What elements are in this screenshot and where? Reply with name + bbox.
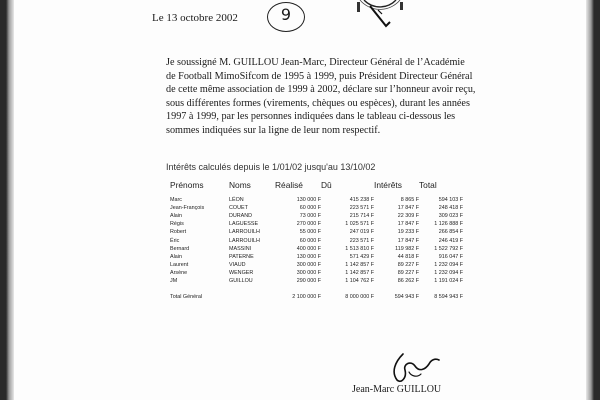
paragraph-line: de cette même association de 1999 à 2002, déclare sur l’honneur avoir reçu, — [166, 84, 476, 96]
header-prenoms: Prénoms — [170, 180, 204, 190]
signatory-name: Jean-Marc GUILLOU — [352, 384, 442, 395]
cell-nom: LARROUILH — [229, 237, 260, 244]
paragraph-line: de Football MimoSifcom de 1995 à 1999, puis Président Directeur Général — [166, 70, 473, 82]
cell-prenom: Alain — [170, 213, 182, 220]
declaration-paragraph — [166, 56, 476, 138]
cell-interets: 89 227 F — [397, 261, 419, 268]
cell-total: 1 522 792 F — [434, 245, 463, 252]
cell-interets: 8 865 F — [400, 197, 419, 204]
header-du: Dû — [321, 180, 332, 190]
cell-realise: 55 000 F — [299, 229, 321, 236]
cell-du: 1 142 857 F — [345, 269, 374, 276]
cell-total: 594 103 F — [438, 197, 463, 204]
cell-total: 1 232 094 F — [434, 261, 463, 268]
cell-nom: LÉON — [229, 197, 244, 204]
cell-nom: COUET — [229, 205, 248, 212]
cell-du: 571 429 F — [349, 253, 374, 260]
cell-nom: MASSINI — [229, 245, 252, 252]
official-stamp-icon — [356, 0, 404, 44]
cell-du: 247 019 F — [349, 229, 374, 236]
cell-nom: LAGUESSE — [229, 221, 259, 228]
table-header-row — [170, 180, 463, 196]
paragraph-line: 1997 à 1999, par les personnes indiquées dans le tableau ci-dessous les — [166, 111, 456, 123]
cell-realise: 300 000 F — [296, 261, 321, 268]
cell-interets: 17 847 F — [397, 237, 419, 244]
cell-interets: 17 847 F — [397, 221, 419, 228]
cell-du: 1 513 810 F — [345, 245, 374, 252]
total-cell-nom — [229, 285, 275, 300]
cell-total: 246 419 F — [438, 237, 463, 244]
cell-realise: 130 000 F — [296, 197, 321, 204]
payments-table — [170, 180, 463, 300]
cell-du: 1 142 857 F — [345, 261, 374, 268]
table-total-row — [170, 285, 463, 300]
cell-du: 215 714 F — [349, 213, 374, 220]
cell-interets: 19 233 F — [397, 229, 419, 236]
cell-interets: 89 227 F — [397, 269, 419, 276]
cell-nom: VIAUD — [229, 261, 246, 268]
cell-nom: LARROUILH — [229, 229, 260, 236]
cell-prenom: Alain — [170, 253, 182, 260]
table-row — [170, 236, 463, 244]
cell-du: 223 571 F — [349, 237, 374, 244]
table-row — [170, 212, 463, 220]
cell-prenom: Laurent — [170, 261, 189, 268]
table-row — [170, 228, 463, 236]
total-cell-realise: 2 100 000 F — [292, 294, 321, 301]
cell-realise: 270 000 F — [296, 221, 321, 228]
cell-nom: WENGER — [229, 269, 254, 276]
table-row — [170, 204, 463, 212]
table-row — [170, 245, 463, 253]
cell-prenom: Arsène — [170, 269, 188, 276]
header-interets: Intérêts — [374, 180, 402, 190]
header-noms: Noms — [229, 180, 251, 190]
cell-prenom: Bernard — [170, 245, 190, 252]
cell-realise: 60 000 F — [299, 205, 321, 212]
cell-nom: DURAND — [229, 213, 253, 220]
header-total: Total — [419, 180, 437, 190]
paragraph-line: sous différentes formes (virements, chèques ou espèces), durant les années — [166, 97, 470, 109]
total-cell-prenom: Total Général — [170, 294, 203, 301]
document-date: Le 13 octobre 2002 — [152, 12, 238, 24]
cell-interets: 119 982 F — [395, 245, 419, 252]
cell-total: 266 854 F — [438, 229, 463, 236]
cell-du: 1 104 762 F — [345, 277, 374, 284]
cell-prenom: Marc — [170, 197, 182, 204]
cell-prenom: Jean-François — [170, 205, 205, 212]
cell-du: 1 025 571 F — [345, 221, 374, 228]
table-row — [170, 269, 463, 277]
cell-prenom: Régis — [170, 221, 184, 228]
page-number: 9 — [280, 5, 292, 24]
cell-interets: 44 818 F — [397, 253, 419, 260]
cell-prenom: JM — [170, 277, 178, 284]
table-row — [170, 253, 463, 261]
paragraph-line: sommes indiquées sur la ligne de leur nom respectif. — [166, 124, 381, 136]
table-row — [170, 277, 463, 285]
handwritten-signature — [385, 350, 445, 386]
cell-total: 1 232 094 F — [434, 269, 463, 276]
cell-interets: 17 847 F — [397, 205, 419, 212]
cell-prenom: Robert — [170, 229, 187, 236]
cell-realise: 130 000 F — [296, 253, 321, 260]
cell-interets: 22 309 F — [397, 213, 419, 220]
cell-total: 309 023 F — [438, 213, 463, 220]
total-cell-total: 8 594 943 F — [434, 294, 463, 301]
cell-realise: 400 000 F — [296, 245, 321, 252]
table-row — [170, 261, 463, 269]
paragraph-line: Je soussigné M. GUILLOU Jean-Marc, Directeur Général de l’Académie — [166, 57, 465, 68]
cell-du: 415 238 F — [349, 197, 374, 204]
cell-total: 1 191 024 F — [434, 277, 463, 284]
table-row — [170, 196, 463, 204]
header-realise: Réalisé — [275, 180, 303, 190]
cell-prenom: Éric — [170, 237, 180, 244]
cell-total: 916 047 F — [438, 253, 463, 260]
cell-nom: GUILLOU — [229, 277, 253, 284]
cell-total: 1 126 888 F — [434, 221, 463, 228]
total-cell-du: 8 000 000 F — [345, 294, 374, 301]
cell-total: 248 418 F — [438, 205, 463, 212]
interest-calculation-note: Intérêts calculés depuis le 1/01/02 jusqu'au 13/10/02 — [166, 162, 376, 172]
scan-border-left — [0, 0, 14, 400]
scan-border-right — [586, 0, 600, 400]
cell-realise: 73 000 F — [299, 213, 321, 220]
table-row — [170, 220, 463, 228]
total-cell-interets: 594 943 F — [394, 294, 419, 301]
cell-realise: 300 000 F — [296, 269, 321, 276]
cell-interets: 86 262 F — [397, 277, 419, 284]
cell-nom: PATERNE — [229, 253, 254, 260]
cell-realise: 290 000 F — [296, 277, 321, 284]
cell-du: 223 571 F — [349, 205, 374, 212]
cell-realise: 60 000 F — [299, 237, 321, 244]
